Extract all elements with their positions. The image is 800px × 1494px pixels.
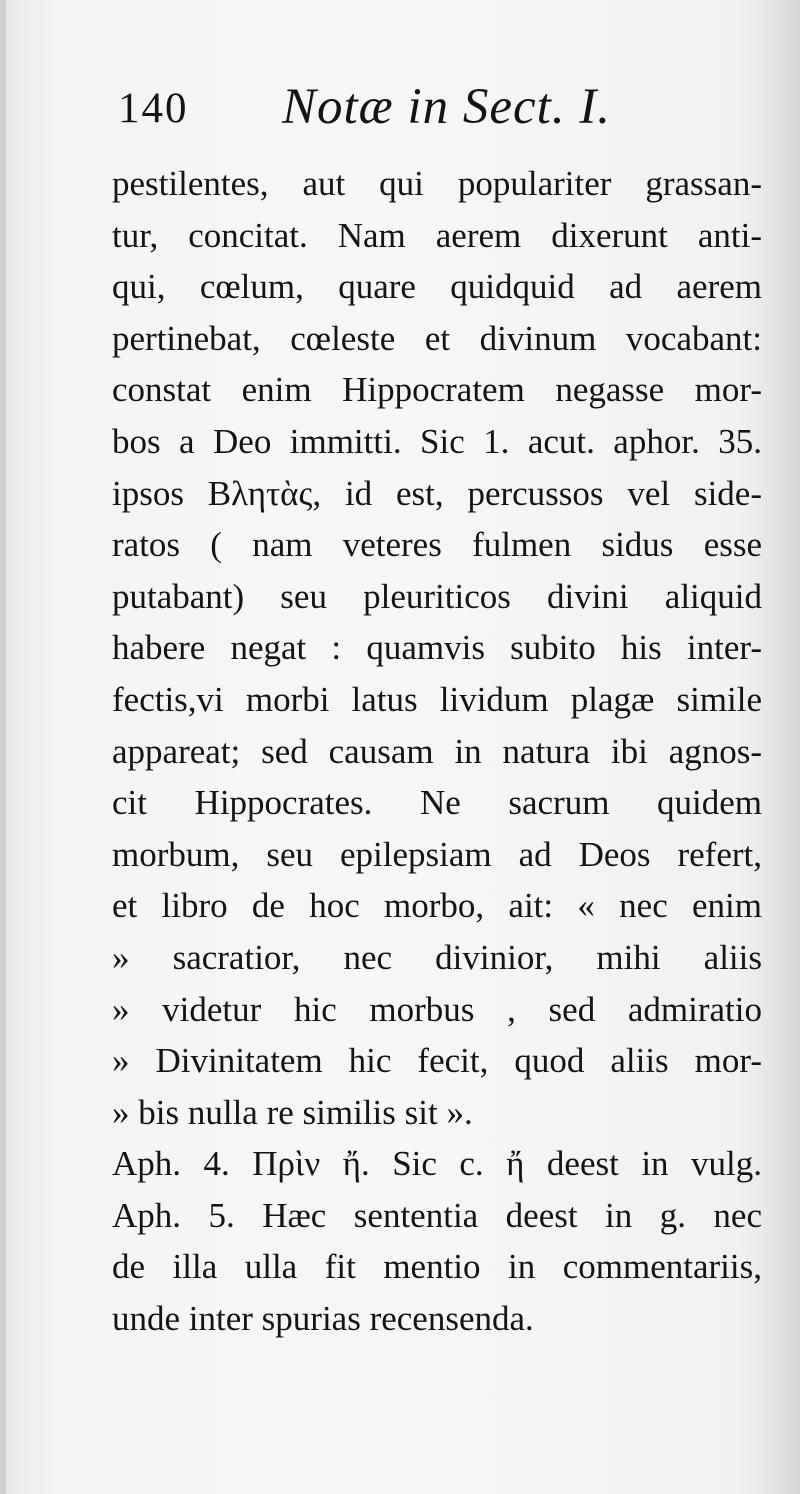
text-line: fectis,vi morbi latus lividum plagæ simile bbox=[112, 679, 762, 719]
quote-line: » videtur hic morbus , sed admiratio bbox=[112, 989, 762, 1029]
text-line: bos a Deo immitti. Sic 1. acut. aphor. 35. bbox=[112, 421, 762, 461]
text-line: cit Hippocrates. Ne sacrum quidem bbox=[112, 783, 762, 823]
quote-line: » bis nulla re similis sit ». bbox=[112, 1092, 473, 1132]
quote-line: » Divinitatem hic fecit, quod aliis mor- bbox=[112, 1041, 762, 1081]
page-header bbox=[118, 78, 658, 138]
aphorism-note-5: Aph. 5. Hæc sententia deest in g. nec bbox=[112, 1195, 762, 1235]
text-line: tur, concitat. Nam aerem dixerunt anti- bbox=[112, 215, 762, 255]
text-line: qui, cœlum, quare quidquid ad aerem bbox=[112, 267, 762, 307]
text-line: habere negat : quamvis subito his inter- bbox=[112, 628, 762, 668]
text-line: unde inter spurias recensenda. bbox=[112, 1299, 534, 1339]
quote-line: » sacratior, nec divinior, mihi aliis bbox=[112, 937, 762, 977]
text-line: ipsos Βλητὰς, id est, percussos vel side- bbox=[112, 473, 762, 513]
running-head: Notæ in Sect. I. bbox=[282, 79, 612, 135]
text-line: putabant) seu pleuriticos divini aliquid bbox=[112, 576, 762, 616]
text-line: et libro de hoc morbo, ait: « nec enim bbox=[112, 886, 762, 926]
text-line: constat enim Hippocratem negasse mor- bbox=[112, 370, 762, 410]
text-line: pestilentes, aut qui populariter grassan- bbox=[112, 164, 762, 203]
text-line: ratos ( nam veteres fulmen sidus esse bbox=[112, 525, 762, 565]
aphorism-note-4: Aph. 4. Πρὶν ἤ. Sic c. ἤ deest in vulg. bbox=[112, 1144, 762, 1184]
text-line: morbum, seu epilepsiam ad Deos refert, bbox=[112, 834, 762, 874]
body-text bbox=[112, 158, 762, 1345]
text-line: appareat; sed causam in natura ibi agnos- bbox=[112, 731, 762, 771]
page-number: 140 bbox=[118, 85, 189, 132]
text-line: pertinebat, cœleste et divinum vocabant: bbox=[112, 318, 762, 358]
text-line: de illa ulla fit mentio in commentariis, bbox=[112, 1247, 762, 1287]
